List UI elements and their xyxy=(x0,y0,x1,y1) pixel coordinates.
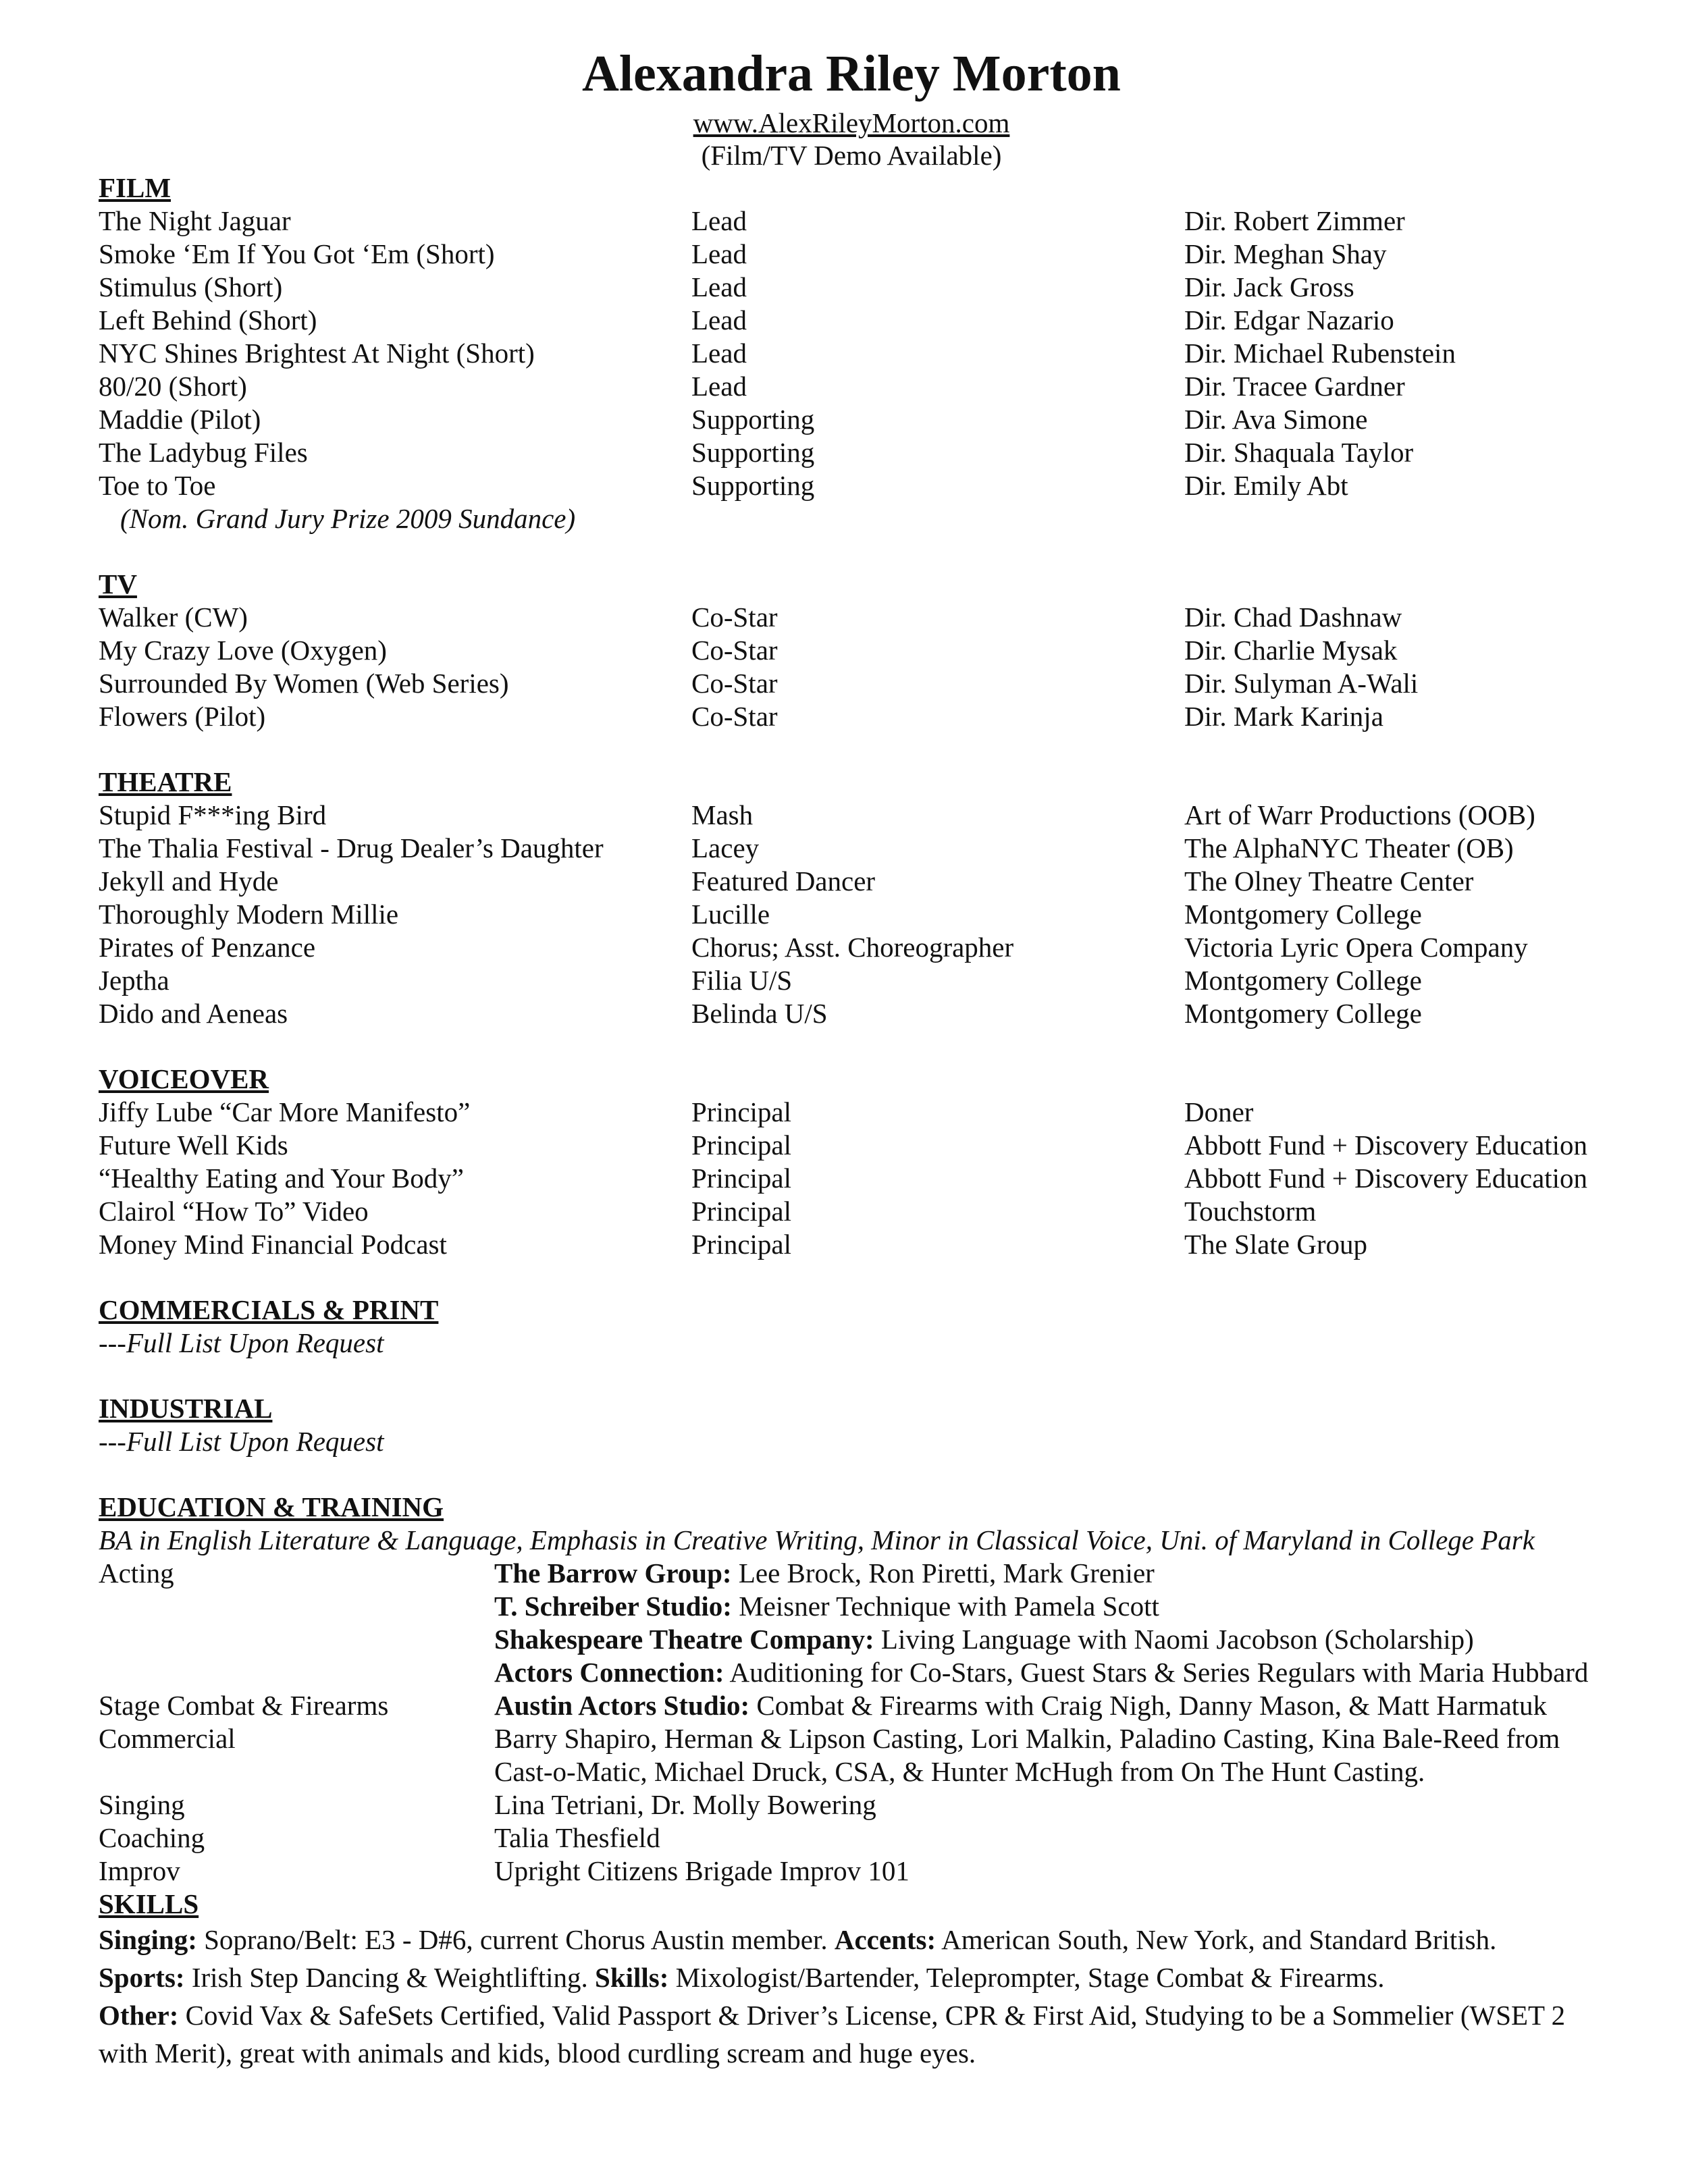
film-director-or-company: Dir. Edgar Nazario xyxy=(1184,304,1394,336)
film-credit-row xyxy=(99,271,1604,304)
training-detail xyxy=(494,1788,1604,1821)
training-row xyxy=(99,1855,1604,1888)
film-role: Supporting xyxy=(691,404,815,435)
training-instructors: Barry Shapiro, Herman & Lipson Casting, Lori Malkin, Paladino Casting, Kina Bale-Reed from Cast-o-Matic, Michael Druck, CSA, & Hunter McHugh from On The Hunt Casting. xyxy=(494,1723,1560,1787)
tv-credit-row xyxy=(99,667,1604,700)
theatre-credits xyxy=(99,799,1604,1030)
voiceover-project-title: Clairol “How To” Video xyxy=(99,1196,369,1227)
training-studio: The Barrow Group: xyxy=(494,1557,732,1589)
training-detail xyxy=(494,1656,1604,1689)
training-studio: Austin Actors Studio: xyxy=(494,1690,750,1721)
training-detail xyxy=(494,1557,1604,1590)
theatre-director-or-company: Victoria Lyric Opera Company xyxy=(1184,932,1528,963)
film-project-title: Toe to Toe xyxy=(99,470,216,501)
film-role: Supporting xyxy=(691,437,815,468)
tv-role: Co-Star xyxy=(691,701,778,732)
training-instructors: Meisner Technique with Pamela Scott xyxy=(731,1591,1159,1622)
theatre-project-title: Thoroughly Modern Millie xyxy=(99,899,399,930)
film-credit-row xyxy=(99,205,1604,238)
voiceover-credit-row xyxy=(99,1162,1604,1195)
film-director-or-company: Dir. Emily Abt xyxy=(1184,470,1348,501)
voiceover-director-or-company: Abbott Fund + Discovery Education xyxy=(1184,1129,1588,1161)
tv-credit-row xyxy=(99,601,1604,634)
theatre-role: Featured Dancer xyxy=(691,865,876,897)
sports-label: Sports: xyxy=(99,1962,185,1993)
tv-director-or-company: Dir. Charlie Mysak xyxy=(1184,635,1398,666)
voiceover-role: Principal xyxy=(691,1129,792,1161)
voiceover-project-title: “Healthy Eating and Your Body” xyxy=(99,1163,464,1194)
singing-label: Singing: xyxy=(99,1924,197,1955)
film-role: Lead xyxy=(691,271,747,302)
theatre-credit-row xyxy=(99,799,1604,832)
training-studio: Actors Connection: xyxy=(494,1657,724,1688)
theatre-credit-row xyxy=(99,898,1604,931)
training-category: Improv xyxy=(99,1855,180,1886)
skills-line-sports-skills xyxy=(99,1959,1604,1996)
film-project-title: The Ladybug Files xyxy=(99,437,308,468)
accents-text: American South, New York, and Standard British. xyxy=(936,1924,1497,1955)
film-credit-row xyxy=(99,337,1604,370)
skills-label: Skills: xyxy=(595,1962,669,1993)
film-project-title: Maddie (Pilot) xyxy=(99,404,261,435)
film-director-or-company: Dir. Meghan Shay xyxy=(1184,238,1387,269)
tv-project-title: My Crazy Love (Oxygen) xyxy=(99,635,387,666)
training-row xyxy=(99,1788,1604,1821)
film-project-title: 80/20 (Short) xyxy=(99,371,247,402)
tv-project-title: Flowers (Pilot) xyxy=(99,701,266,732)
voiceover-credit-row xyxy=(99,1129,1604,1162)
training-instructors: Combat & Firearms with Craig Nigh, Danny Mason, & Matt Harmatuk xyxy=(749,1690,1548,1721)
tv-director-or-company: Dir. Chad Dashnaw xyxy=(1184,602,1402,633)
training-instructors: Lee Brock, Ron Piretti, Mark Grenier xyxy=(731,1557,1155,1589)
voiceover-director-or-company: The Slate Group xyxy=(1184,1229,1367,1260)
theatre-project-title: Jekyll and Hyde xyxy=(99,865,279,897)
theatre-director-or-company: Montgomery College xyxy=(1184,899,1422,930)
theatre-director-or-company: Montgomery College xyxy=(1184,965,1422,996)
training-row xyxy=(99,1590,1604,1623)
film-role: Lead xyxy=(691,338,747,369)
film-credits xyxy=(99,205,1604,502)
tv-credit-row xyxy=(99,700,1604,733)
theatre-credit-row xyxy=(99,865,1604,898)
tv-project-title: Walker (CW) xyxy=(99,602,248,633)
training-category: Commercial xyxy=(99,1723,236,1754)
film-award-note: (Nom. Grand Jury Prize 2009 Sundance) xyxy=(120,503,576,534)
film-credit-row xyxy=(99,370,1604,403)
training-category: Stage Combat & Firearms xyxy=(99,1690,389,1721)
film-director-or-company: Dir. Jack Gross xyxy=(1184,271,1354,302)
voiceover-heading: VOICEOVER xyxy=(99,1063,269,1094)
film-role: Lead xyxy=(691,371,747,402)
voiceover-director-or-company: Touchstorm xyxy=(1184,1196,1317,1227)
film-role: Lead xyxy=(691,304,747,336)
theatre-role: Belinda U/S xyxy=(691,998,828,1029)
theatre-role: Mash xyxy=(691,799,754,830)
training-category xyxy=(99,1590,494,1623)
voiceover-credits xyxy=(99,1096,1604,1261)
film-director-or-company: Dir. Tracee Gardner xyxy=(1184,371,1405,402)
training-row xyxy=(99,1821,1604,1855)
training-row xyxy=(99,1656,1604,1689)
film-role: Lead xyxy=(691,238,747,269)
film-credit-row xyxy=(99,403,1604,436)
voiceover-role: Principal xyxy=(691,1196,792,1227)
theatre-director-or-company: Montgomery College xyxy=(1184,998,1422,1029)
voiceover-project-title: Jiffy Lube “Car More Manifesto” xyxy=(99,1096,471,1127)
training-instructors: Lina Tetriani, Dr. Molly Bowering xyxy=(494,1789,876,1820)
theatre-credit-row xyxy=(99,832,1604,865)
commercials-note: ---Full List Upon Request xyxy=(99,1327,384,1358)
education-heading: EDUCATION & TRAINING xyxy=(99,1491,444,1522)
film-project-title: Smoke ‘Em If You Got ‘Em (Short) xyxy=(99,238,495,269)
film-project-title: The Night Jaguar xyxy=(99,205,291,236)
theatre-project-title: Jeptha xyxy=(99,965,169,996)
theatre-project-title: Pirates of Penzance xyxy=(99,932,316,963)
training-category: Acting xyxy=(99,1557,174,1589)
sports-text: Irish Step Dancing & Weightlifting. xyxy=(184,1962,596,1993)
training-detail xyxy=(494,1722,1604,1788)
training-row xyxy=(99,1722,1604,1788)
voiceover-role: Principal xyxy=(691,1096,792,1127)
film-heading: FILM xyxy=(99,172,172,203)
training-category: Singing xyxy=(99,1789,185,1820)
degree-line: BA in English Literature & Language, Emphasis in Creative Writing, Minor in Classical Voice, Uni. of Maryland in College Park xyxy=(99,1524,1535,1555)
theatre-role: Lacey xyxy=(691,832,760,863)
film-director-or-company: Dir. Michael Rubenstein xyxy=(1184,338,1456,369)
film-role: Supporting xyxy=(691,470,815,501)
singing-text: Soprano/Belt: E3 - D#6, current Chorus Austin member. xyxy=(196,1924,835,1955)
voiceover-role: Principal xyxy=(691,1163,792,1194)
theatre-role: Lucille xyxy=(691,899,770,930)
training-list xyxy=(99,1557,1604,1888)
website-link[interactable]: www.AlexRileyMorton.com xyxy=(693,107,1010,138)
theatre-credit-row xyxy=(99,964,1604,997)
voiceover-credit-row xyxy=(99,1228,1604,1261)
theatre-director-or-company: The Olney Theatre Center xyxy=(1184,865,1474,897)
training-category: Coaching xyxy=(99,1822,205,1853)
training-instructors: Upright Citizens Brigade Improv 101 xyxy=(494,1855,909,1886)
film-director-or-company: Dir. Shaquala Taylor xyxy=(1184,437,1414,468)
training-detail xyxy=(494,1855,1604,1888)
other-text: Covid Vax & SafeSets Certified, Valid Passport & Driver’s License, CPR & First Aid, Studying to be a Sommelier (WSET 2 with Merit), great with animals and kids, blood curdling scream and huge eyes. xyxy=(99,2000,1566,2069)
resume-page xyxy=(99,45,1604,2072)
demo-note: (Film/TV Demo Available) xyxy=(701,140,1002,171)
skills-line-singing-accents xyxy=(99,1921,1604,1959)
theatre-project-title: Stupid F***ing Bird xyxy=(99,799,327,830)
theatre-project-title: The Thalia Festival - Drug Dealer’s Daughter xyxy=(99,832,604,863)
commercials-heading: COMMERCIALS & PRINT xyxy=(99,1294,439,1325)
film-project-title: Left Behind (Short) xyxy=(99,304,317,336)
film-role: Lead xyxy=(691,205,747,236)
tv-director-or-company: Dir. Mark Karinja xyxy=(1184,701,1383,732)
training-instructors: Auditioning for Co-Stars, Guest Stars & Series Regulars with Maria Hubbard xyxy=(724,1657,1589,1688)
training-row xyxy=(99,1623,1604,1656)
training-instructors: Talia Thesfield xyxy=(494,1822,660,1853)
voiceover-role: Principal xyxy=(691,1229,792,1260)
voiceover-director-or-company: Abbott Fund + Discovery Education xyxy=(1184,1163,1588,1194)
tv-heading: TV xyxy=(99,568,137,600)
training-detail xyxy=(494,1689,1604,1722)
training-row xyxy=(99,1557,1604,1590)
other-label: Other: xyxy=(99,2000,179,2031)
film-director-or-company: Dir. Ava Simone xyxy=(1184,404,1368,435)
film-credit-row xyxy=(99,469,1604,502)
training-detail xyxy=(494,1623,1604,1656)
voiceover-director-or-company: Doner xyxy=(1184,1096,1254,1127)
accents-label: Accents: xyxy=(834,1924,937,1955)
theatre-director-or-company: Art of Warr Productions (OOB) xyxy=(1184,799,1535,830)
tv-role: Co-Star xyxy=(691,668,778,699)
film-credit-row xyxy=(99,436,1604,469)
voiceover-project-title: Future Well Kids xyxy=(99,1129,288,1161)
skills-text: Mixologist/Bartender, Teleprompter, Stage Combat & Firearms. xyxy=(668,1962,1385,1993)
theatre-role: Chorus; Asst. Choreographer xyxy=(691,932,1014,963)
theatre-project-title: Dido and Aeneas xyxy=(99,998,288,1029)
film-project-title: NYC Shines Brightest At Night (Short) xyxy=(99,338,535,369)
theatre-credit-row xyxy=(99,997,1604,1030)
tv-director-or-company: Dir. Sulyman A-Wali xyxy=(1184,668,1419,699)
tv-project-title: Surrounded By Women (Web Series) xyxy=(99,668,509,699)
film-director-or-company: Dir. Robert Zimmer xyxy=(1184,205,1405,236)
film-credit-row xyxy=(99,304,1604,337)
actor-name: Alexandra Riley Morton xyxy=(582,45,1121,102)
industrial-note: ---Full List Upon Request xyxy=(99,1426,384,1457)
skills-line-other xyxy=(99,1996,1604,2072)
tv-role: Co-Star xyxy=(691,635,778,666)
film-credit-row xyxy=(99,238,1604,271)
voiceover-credit-row xyxy=(99,1195,1604,1228)
training-row xyxy=(99,1689,1604,1722)
training-studio: T. Schreiber Studio: xyxy=(494,1591,732,1622)
training-category xyxy=(99,1623,494,1656)
voiceover-project-title: Money Mind Financial Podcast xyxy=(99,1229,447,1260)
skills-heading: SKILLS xyxy=(99,1888,199,1919)
training-category xyxy=(99,1656,494,1689)
film-project-title: Stimulus (Short) xyxy=(99,271,283,302)
training-instructors: Living Language with Naomi Jacobson (Scholarship) xyxy=(874,1624,1474,1655)
theatre-heading: THEATRE xyxy=(99,766,232,797)
training-detail xyxy=(494,1821,1604,1855)
tv-role: Co-Star xyxy=(691,602,778,633)
tv-credit-row xyxy=(99,634,1604,667)
tv-credits xyxy=(99,601,1604,733)
training-studio: Shakespeare Theatre Company: xyxy=(494,1624,874,1655)
industrial-heading: INDUSTRIAL xyxy=(99,1393,273,1424)
theatre-director-or-company: The AlphaNYC Theater (OB) xyxy=(1184,832,1514,863)
theatre-credit-row xyxy=(99,931,1604,964)
theatre-role: Filia U/S xyxy=(691,965,793,996)
voiceover-credit-row xyxy=(99,1096,1604,1129)
training-detail xyxy=(494,1590,1604,1623)
